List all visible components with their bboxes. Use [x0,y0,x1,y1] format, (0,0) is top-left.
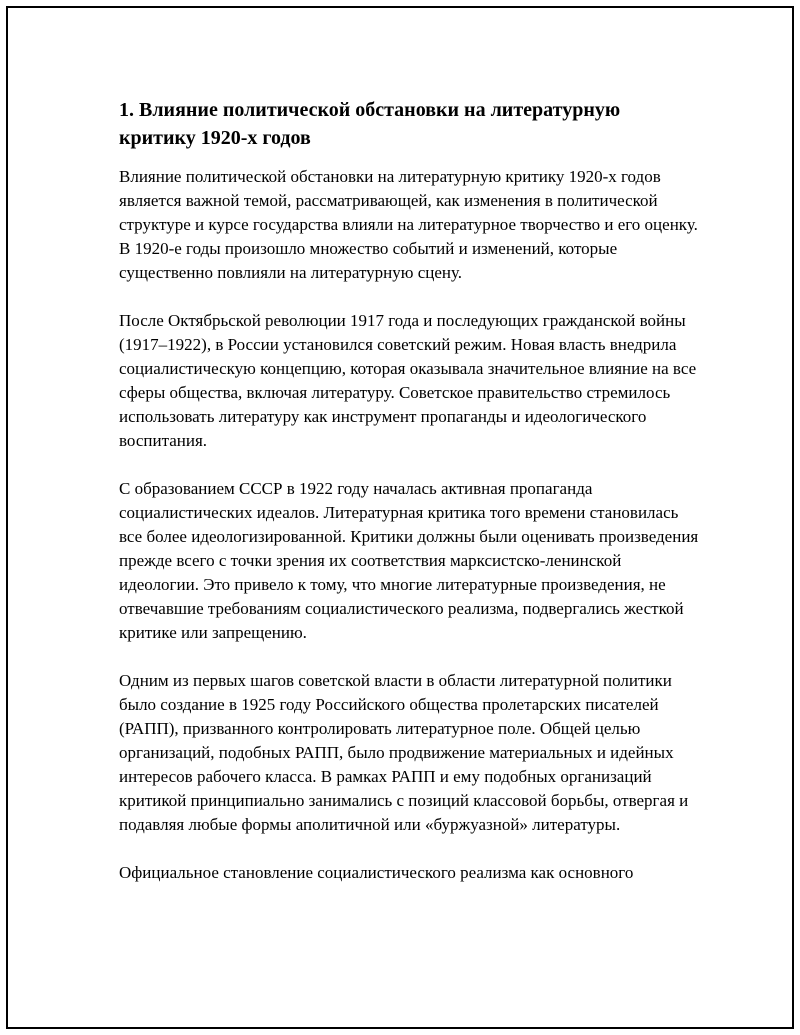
document-body [119,96,699,909]
paragraph-5: Официальное становление социалистического реализма как основного [119,863,634,882]
paragraph-2: После Октябрьской революции 1917 года и последующих гражданской войны (1917–1922), в России установился советский режим. Новая власть внедрила социалистическую концепцию, которая оказывала значительное влияние на все сферы общества, включая литературу. Советское правительство стремилось использовать литературу как инструмент пропаганды и идеологического воспитания. [119,311,697,450]
paragraph-3: С образованием СССР в 1922 году началась активная пропаганда социалистических идеалов. Литературная критика того времени становилась все более идеологизированной. Критики должны были оценивать произведения прежде всего с точки зрения их соответствия марксистско-ленинской идеологии. Это привело к тому, что многие литературные произведения, не отвечавшие требованиям социалистического реализма, подвергались жесткой критике или запрещению. [119,479,699,642]
document-page [6,6,794,1029]
paragraph-1: Влияние политической обстановки на литературную критику 1920-х годов является важной темой, рассматривающей, как изменения в политической структуре и курсе государства влияли на литературное творчество и его оценку. В 1920-е годы произошло множество событий и изменений, которые существенно повлияли на литературную сцену. [119,167,698,282]
paragraph-4: Одним из первых шагов советской власти в области литературной политики было создание в 1925 году Российского общества пролетарских писателей (РАПП), призванного контролировать литературное поле. Общей целью организаций, подобных РАПП, было продвижение материальных и идейных интересов рабочего класса. В рамках РАПП и ему подобных организаций критикой принципиально занимались с позиций классовой борьбы, отвергая и подавляя любые формы аполитичной или «буржуазной» литературы. [119,671,689,834]
section-heading: 1. Влияние политической обстановки на литературную критику 1920-х годов [119,99,621,149]
